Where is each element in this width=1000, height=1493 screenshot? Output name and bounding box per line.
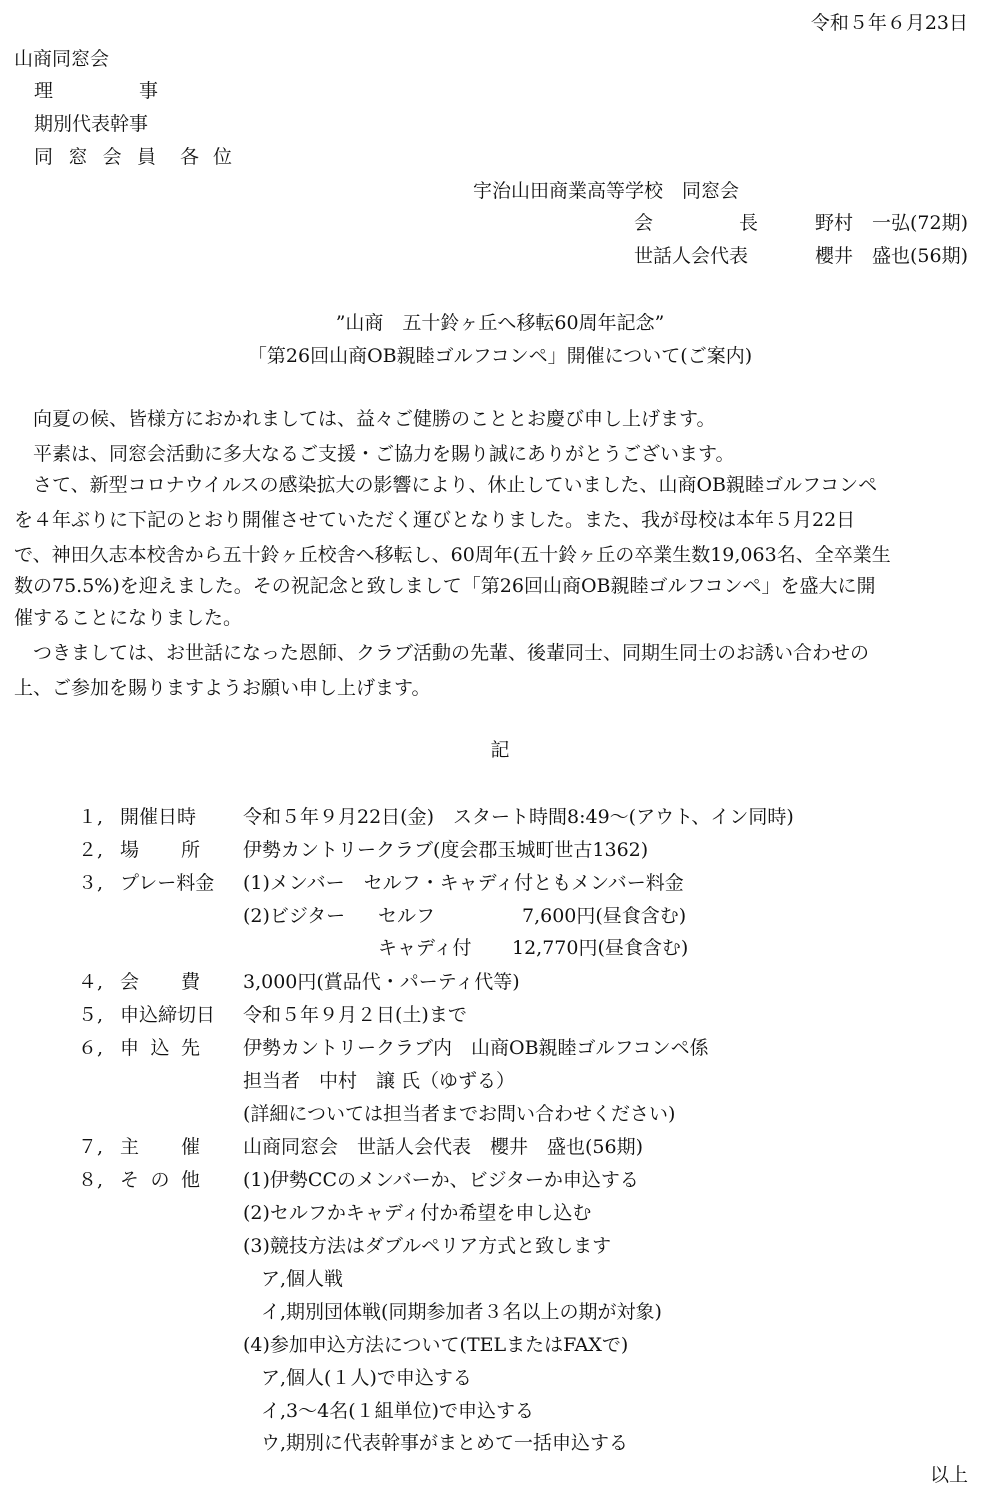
other-subline: イ,3～4名(１組単位)で申込する — [261, 1400, 535, 1422]
fee-visitor-label: (2)ビジター — [243, 905, 346, 927]
other-line: (4)参加申込方法について(TELまたはFAXで) — [243, 1334, 629, 1356]
item-label-other — [120, 1171, 200, 1190]
other-line: (3)競技方法はダブルペリア方式と致します — [243, 1235, 612, 1257]
item-number: ７, — [78, 1136, 104, 1158]
title-line-1: ”山商 五十鈴ヶ丘へ移転60周年記念” — [335, 312, 665, 334]
item-label-char: の — [150, 1169, 170, 1191]
item-label-contact — [120, 1039, 200, 1058]
item-number: ２, — [78, 839, 104, 861]
body-line: 上、ご参加を賜りますようお願い申し上げます。 — [14, 677, 431, 699]
body-text — [14, 410, 972, 714]
item-label-char: 費 — [180, 971, 200, 993]
item-label-deadline: 申込締切日 — [120, 1004, 216, 1026]
body-line: 数の75.5%)を迎えました。その祝記念と致しまして「第26回山商OB親睦ゴルフコンペ」を盛大に開 — [14, 575, 876, 597]
body-line: で、神田久志本校舎から五十鈴ヶ丘校舎へ移転し、60周年(五十鈴ヶ丘の卒業生数19,063名、全卒業生 — [14, 544, 891, 566]
body-line: つきましては、お世話になった恩師、クラブ活動の先輩、後輩同士、同期生同士のお誘い合わせの — [14, 642, 870, 664]
item-number: ４, — [78, 971, 104, 993]
item-label-char: 申 — [120, 1037, 140, 1059]
item-label-char: 先 — [180, 1037, 200, 1059]
body-line: を４年ぶりに下記のとおり開催させていただく運びとなりました。また、我が母校は本年５月22日 — [14, 509, 856, 531]
item-label-date: 開催日時 — [120, 806, 197, 828]
recipient-members — [34, 146, 233, 168]
item-label-char: 所 — [180, 839, 200, 861]
item-label-place — [120, 841, 200, 860]
item-label-char: 場 — [120, 839, 140, 861]
sender-chair-title — [634, 214, 758, 233]
recipient-members-char: 員 — [136, 146, 156, 168]
body-line: さて、新型コロナウイルスの感染拡大の影響により、休止していました、山商OB親睦ゴルフコンペ — [14, 474, 878, 496]
sender-chair-name: 野村 一弘(72期) — [814, 212, 968, 234]
contact-line: 担当者 中村 譲 氏（ゆずる） — [243, 1070, 516, 1092]
item-value-membership-fee: 3,000円(賞品代・パーティ代等) — [243, 971, 520, 993]
sender-rep-title: 世話人会代表 — [634, 245, 749, 267]
body-line: 催することになりました。 — [14, 607, 243, 629]
item-number: ８, — [78, 1169, 104, 1191]
fee-self-price: 7,600円(昼食含む) — [522, 905, 687, 927]
other-line: (2)セルフかキャディ付か希望を申し込む — [243, 1202, 592, 1224]
item-label-char: 催 — [180, 1136, 200, 1158]
fee-caddy-label: キャディ付 — [378, 937, 472, 959]
sender-org: 宇治山田商業高等学校 同窓会 — [473, 180, 740, 202]
item-value-deadline: 令和５年９月２日(土)まで — [243, 1004, 467, 1026]
recipient-org: 山商同窓会 — [14, 48, 110, 70]
item-label-char: 主 — [120, 1136, 140, 1158]
sender-rep-name: 櫻井 盛也(56期) — [814, 245, 968, 267]
recipient-members-char: 各 — [180, 146, 200, 168]
fee-self-label: セルフ — [378, 905, 436, 927]
ki-heading: 記 — [490, 739, 510, 761]
item-number: ６, — [78, 1037, 104, 1059]
recipient-members-char: 位 — [213, 146, 233, 168]
item-number: ５, — [78, 1004, 104, 1026]
recipient-directors — [34, 82, 158, 101]
item-label-char: 会 — [120, 971, 140, 993]
item-label-char: 込 — [150, 1037, 170, 1059]
sender-chair-title-char: 長 — [738, 212, 758, 234]
recipient-members-char: 同 — [34, 146, 54, 168]
closing-mark: 以上 — [929, 1464, 968, 1486]
body-line: 平素は、同窓会活動に多大なるご支援・ご協力を賜り誠にありがとうございます。 — [14, 443, 735, 465]
recipient-representatives: 期別代表幹事 — [34, 113, 149, 135]
other-subline: イ,期別団体戦(同期参加者３名以上の期が対象) — [261, 1301, 662, 1323]
other-subline: ア,個人(１人)で申込する — [261, 1367, 472, 1389]
recipient-members-char: 窓 — [68, 146, 88, 168]
item-number: ３, — [78, 872, 104, 894]
title-line-2: 「第26回山商OB親睦ゴルフコンペ」開催について(ご案内) — [247, 345, 753, 367]
item-value-organizer: 山商同窓会 世話人会代表 櫻井 盛也(56期) — [243, 1136, 644, 1158]
item-value-place: 伊勢カントリークラブ(度会郡玉城町世古1362) — [243, 839, 649, 861]
item-label-organizer — [120, 1138, 200, 1157]
body-line: 向夏の候、皆様方におかれましては、益々ご健勝のこととお慶び申し上げます。 — [14, 408, 716, 430]
item-label-fee: プレー料金 — [120, 872, 215, 894]
fee-caddy-price: 12,770円(昼食含む) — [512, 937, 689, 959]
contact-line: (詳細については担当者までお問い合わせください) — [243, 1103, 676, 1125]
item-label-char: 他 — [180, 1169, 200, 1191]
other-subline: ア,個人戦 — [261, 1268, 344, 1290]
recipient-directors-char: 事 — [138, 80, 158, 102]
other-line: (1)伊勢CCのメンバーか、ビジターか申込する — [243, 1169, 639, 1191]
item-value-date: 令和５年９月22日(金) スタート時間8:49～(アウト、イン同時) — [243, 806, 794, 828]
contact-line: 伊勢カントリークラブ内 山商OB親睦ゴルフコンペ係 — [243, 1037, 709, 1059]
item-label-char: そ — [120, 1169, 140, 1191]
fee-member: (1)メンバー セルフ・キャディ付ともメンバー料金 — [243, 872, 684, 894]
item-label-membership-fee — [120, 973, 200, 992]
recipient-members-char: 会 — [102, 146, 122, 168]
document-date: 令和５年６月23日 — [810, 12, 968, 34]
item-number: １, — [78, 806, 104, 828]
recipient-directors-char: 理 — [34, 80, 54, 102]
other-subline: ウ,期別に代表幹事がまとめて一括申込する — [261, 1432, 629, 1454]
sender-chair-title-char: 会 — [634, 212, 654, 234]
